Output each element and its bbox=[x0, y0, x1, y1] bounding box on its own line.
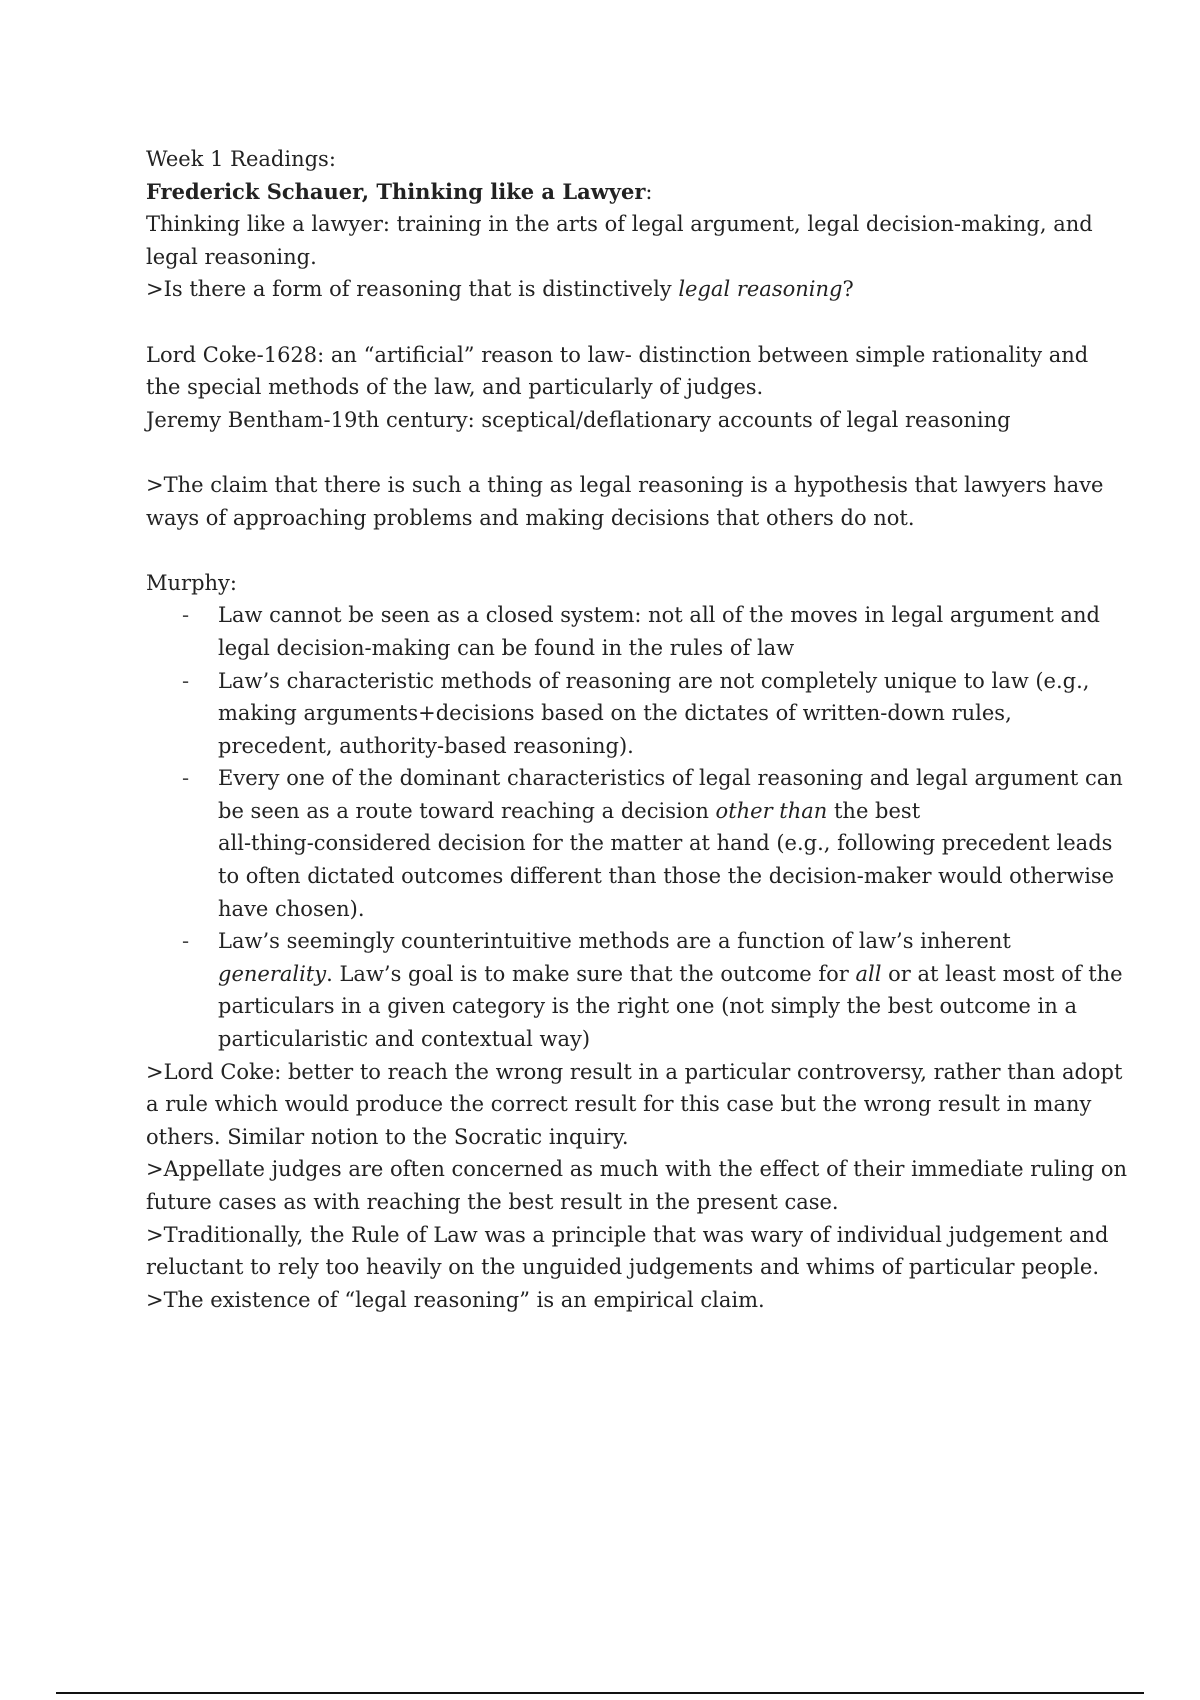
paragraph-gap bbox=[146, 306, 1096, 339]
coke-line: the special methods of the law, and particularly of judges. bbox=[146, 375, 764, 400]
bullet-line: - Every one of the dominant characteristics of legal reasoning and legal argument can bbox=[218, 766, 1123, 791]
closing-line: reluctant to rely too heavily on the unguided judgements and whims of particular people. bbox=[146, 1255, 1099, 1280]
closing-line: >Traditionally, the Rule of Law was a principle that was wary of individual judgement and bbox=[146, 1222, 1109, 1247]
reading-title-text: Frederick Schauer, Thinking like a Lawyer bbox=[146, 178, 646, 204]
week-heading: Week 1 Readings: bbox=[146, 147, 336, 171]
bullet-text: be seen as a route toward reaching a decision bbox=[218, 798, 716, 823]
closing-line: >Appellate judges are often concerned as much with the effect of their immediate ruling on bbox=[146, 1157, 1128, 1182]
claim-line: >The claim that there is such a thing as legal reasoning is a hypothesis that lawyers have bbox=[146, 472, 1104, 497]
reading-title bbox=[146, 176, 1096, 209]
closing-line: future cases as with reaching the best result in the present case. bbox=[146, 1190, 839, 1214]
closing-line: >Lord Coke: better to reach the wrong result in a particular controversy, rather than adopt bbox=[146, 1059, 1123, 1084]
closing-line: others. Similar notion to the Socratic inquiry. bbox=[146, 1124, 629, 1149]
bullet-line: particulars in a given category is the right one (not simply the best outcome in a bbox=[218, 994, 1077, 1019]
bullet-item bbox=[218, 762, 1123, 925]
bullet-line: all-thing-considered decision for the matter at hand (e.g., following precedent leads bbox=[218, 831, 1113, 856]
bullet-line: - Law cannot be seen as a closed system: not all of the moves in legal argument and bbox=[218, 603, 1100, 628]
bullet-emphasis: other than bbox=[715, 798, 828, 823]
bullet-line: have chosen). bbox=[218, 896, 365, 921]
bullet-text: . Law’s goal is to make sure that the outcome for bbox=[326, 961, 856, 986]
paragraph-gap bbox=[146, 436, 1096, 469]
bullet-line: - Law’s characteristic methods of reasoning are not completely unique to law (e.g., bbox=[218, 668, 1090, 693]
intro-line: legal reasoning. bbox=[146, 244, 317, 269]
question-mark: ? bbox=[842, 277, 854, 302]
document-page bbox=[146, 143, 1128, 1316]
bullet-line bbox=[218, 795, 1096, 828]
bullet-emphasis: generality bbox=[218, 961, 327, 986]
bullet-line: - Law’s seemingly counterintuitive methods are a function of law’s inherent bbox=[218, 929, 1011, 954]
claim-line: ways of approaching problems and making decisions that others do not. bbox=[146, 505, 915, 530]
bullet-line: particularistic and contextual way) bbox=[218, 1027, 591, 1052]
bullet-line: to often dictated outcomes different than those the decision-maker would otherwise bbox=[218, 864, 1115, 889]
bullet-line: precedent, authority-based reasoning). bbox=[218, 733, 634, 758]
question-emphasis: legal reasoning bbox=[678, 277, 843, 302]
bullet-line bbox=[218, 958, 1123, 991]
question-line bbox=[146, 273, 1096, 306]
reading-title-colon: : bbox=[645, 179, 653, 204]
bullet-text: the best bbox=[827, 798, 921, 823]
intro-line: Thinking like a lawyer: training in the arts of legal argument, legal decision-making, and bbox=[146, 212, 1093, 237]
closing-line: a rule which would produce the correct result for this case but the wrong result in many bbox=[146, 1092, 1092, 1117]
page-bottom-rule bbox=[56, 1692, 1144, 1694]
bullet-item bbox=[218, 599, 1100, 664]
bullet-line: making arguments+decisions based on the dictates of written-down rules, bbox=[218, 701, 1012, 726]
murphy-bullet-list bbox=[146, 599, 1123, 1055]
bullet-item bbox=[218, 665, 1096, 763]
bullet-emphasis: all bbox=[855, 961, 882, 986]
murphy-heading: Murphy: bbox=[146, 570, 237, 595]
paragraph-gap bbox=[146, 534, 1096, 567]
closing-line: >The existence of “legal reasoning” is an empirical claim. bbox=[146, 1287, 765, 1312]
bullet-line: legal decision-making can be found in the rules of law bbox=[218, 635, 795, 660]
bullet-text: or at least most of the bbox=[881, 961, 1123, 986]
bentham-line: Jeremy Bentham-19th century: sceptical/deflationary accounts of legal reasoning bbox=[146, 407, 1011, 432]
question-text: >Is there a form of reasoning that is distinctively bbox=[146, 277, 679, 302]
coke-line: Lord Coke-1628: an “artificial” reason to law- distinction between simple rationality and bbox=[146, 342, 1089, 367]
bullet-item bbox=[218, 925, 1123, 1055]
